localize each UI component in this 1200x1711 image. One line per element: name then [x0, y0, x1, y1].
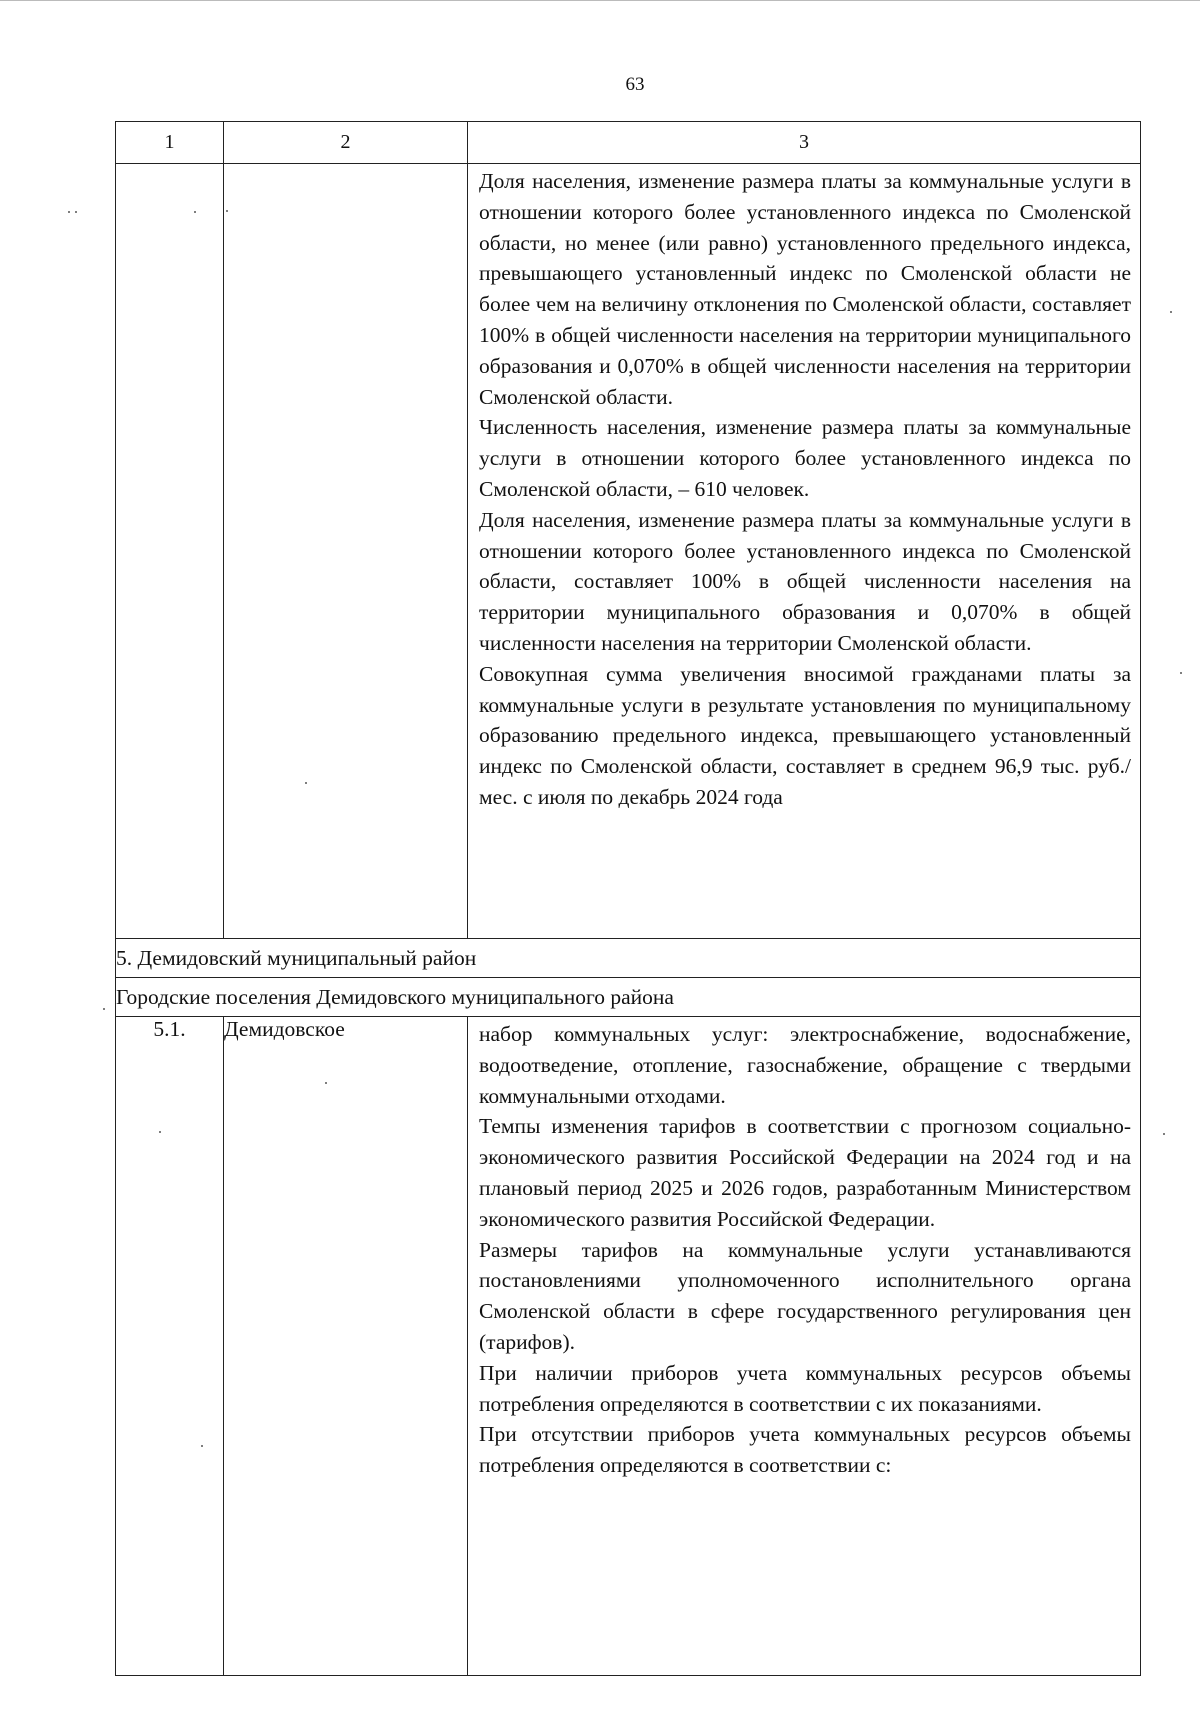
scan-speck — [1163, 1133, 1165, 1135]
paragraph: набор коммунальных услуг: электроснабжение, водоснабжение, водоотведение, отопление, газоснабжение, обращение с твердыми коммунальными отходами. — [479, 1022, 1131, 1108]
scan-speck — [194, 211, 196, 213]
paragraph: Размеры тарифов на коммунальные услуги устанавливаются постановлениями уполномоченного исполнительного органа Смоленской области в сфере государственного регулирования цен (тарифов). — [479, 1237, 1131, 1354]
table-header-row — [116, 122, 1141, 164]
scan-speck — [325, 1082, 327, 1084]
scan-speck — [305, 782, 307, 784]
row-name-cell: Демидовское — [224, 1017, 468, 1676]
subsection-row — [116, 978, 1141, 1017]
header-col-3: 3 — [468, 122, 1141, 164]
scan-speck — [75, 211, 77, 213]
section-title: 5. Демидовский муниципальный район — [116, 939, 1141, 978]
row-number-cell — [116, 164, 224, 939]
row-name-cell — [224, 164, 468, 939]
paragraph: Совокупная сумма увеличения вносимой гражданами платы за коммунальные услуги в результате установления по муниципальному образованию предельного индекса, превышающего установленный индекс по Смоленской области, составляет в среднем 96,9 тыс. руб./мес. с июля по декабрь 2024 года — [479, 661, 1131, 809]
tariff-table — [115, 121, 1141, 1676]
row-number-cell: 5.1. — [116, 1017, 224, 1676]
scan-speck — [159, 1131, 161, 1133]
paragraph: Численность населения, изменение размера платы за коммунальные услуги в отношении которого более установленного индекса по Смоленской области, – 610 человек. — [479, 415, 1131, 501]
paragraph: Доля населения, изменение размера платы за коммунальные услуги в отношении которого более установленного индекса по Смоленской области, но менее (или равно) установленного предельного индекса, превышающего установленный индекс по Смоленской области не более чем на величину отклонения по Смоленской области, составляет 100% в общей численности населения на территории муниципального образования и 0,070% в общей численности населения на территории Смоленской области. — [479, 169, 1131, 409]
paragraph: При отсутствии приборов учета коммунальных ресурсов объемы потребления определяются в соответствии с: — [479, 1422, 1131, 1478]
scan-speck — [1180, 672, 1182, 674]
table-row — [116, 1017, 1141, 1676]
scan-speck — [226, 210, 228, 212]
page-number: 63 — [625, 74, 645, 95]
header-col-2: 2 — [224, 122, 468, 164]
section-row — [116, 939, 1141, 978]
paragraph: Доля населения, изменение размера платы за коммунальные услуги в отношении которого более установленного индекса по Смоленской области, составляет 100% в общей численности населения на территории муниципального образования и 0,070% в общей численности населения на территории Смоленской области. — [479, 507, 1131, 655]
scan-edge — [0, 0, 1200, 1]
scan-speck — [68, 211, 70, 213]
scan-speck — [1170, 311, 1172, 313]
header-col-1: 1 — [116, 122, 224, 164]
scan-speck — [103, 1008, 105, 1010]
scan-speck — [201, 1445, 203, 1447]
table-row-continuation — [116, 164, 1141, 939]
row-description-cell — [468, 164, 1141, 939]
paragraph: Темпы изменения тарифов в соответствии с прогнозом социально-экономического развития Российской Федерации на 2024 год и на плановый период 2025 и 2026 годов, разработанным Министерством экономического развития Российской Федерации. — [479, 1114, 1131, 1231]
row-description-cell — [468, 1017, 1141, 1676]
subsection-title: Городские поселения Демидовского муниципального района — [116, 978, 1141, 1017]
paragraph: При наличии приборов учета коммунальных ресурсов объемы потребления определяются в соответствии с их показаниями. — [479, 1360, 1131, 1416]
